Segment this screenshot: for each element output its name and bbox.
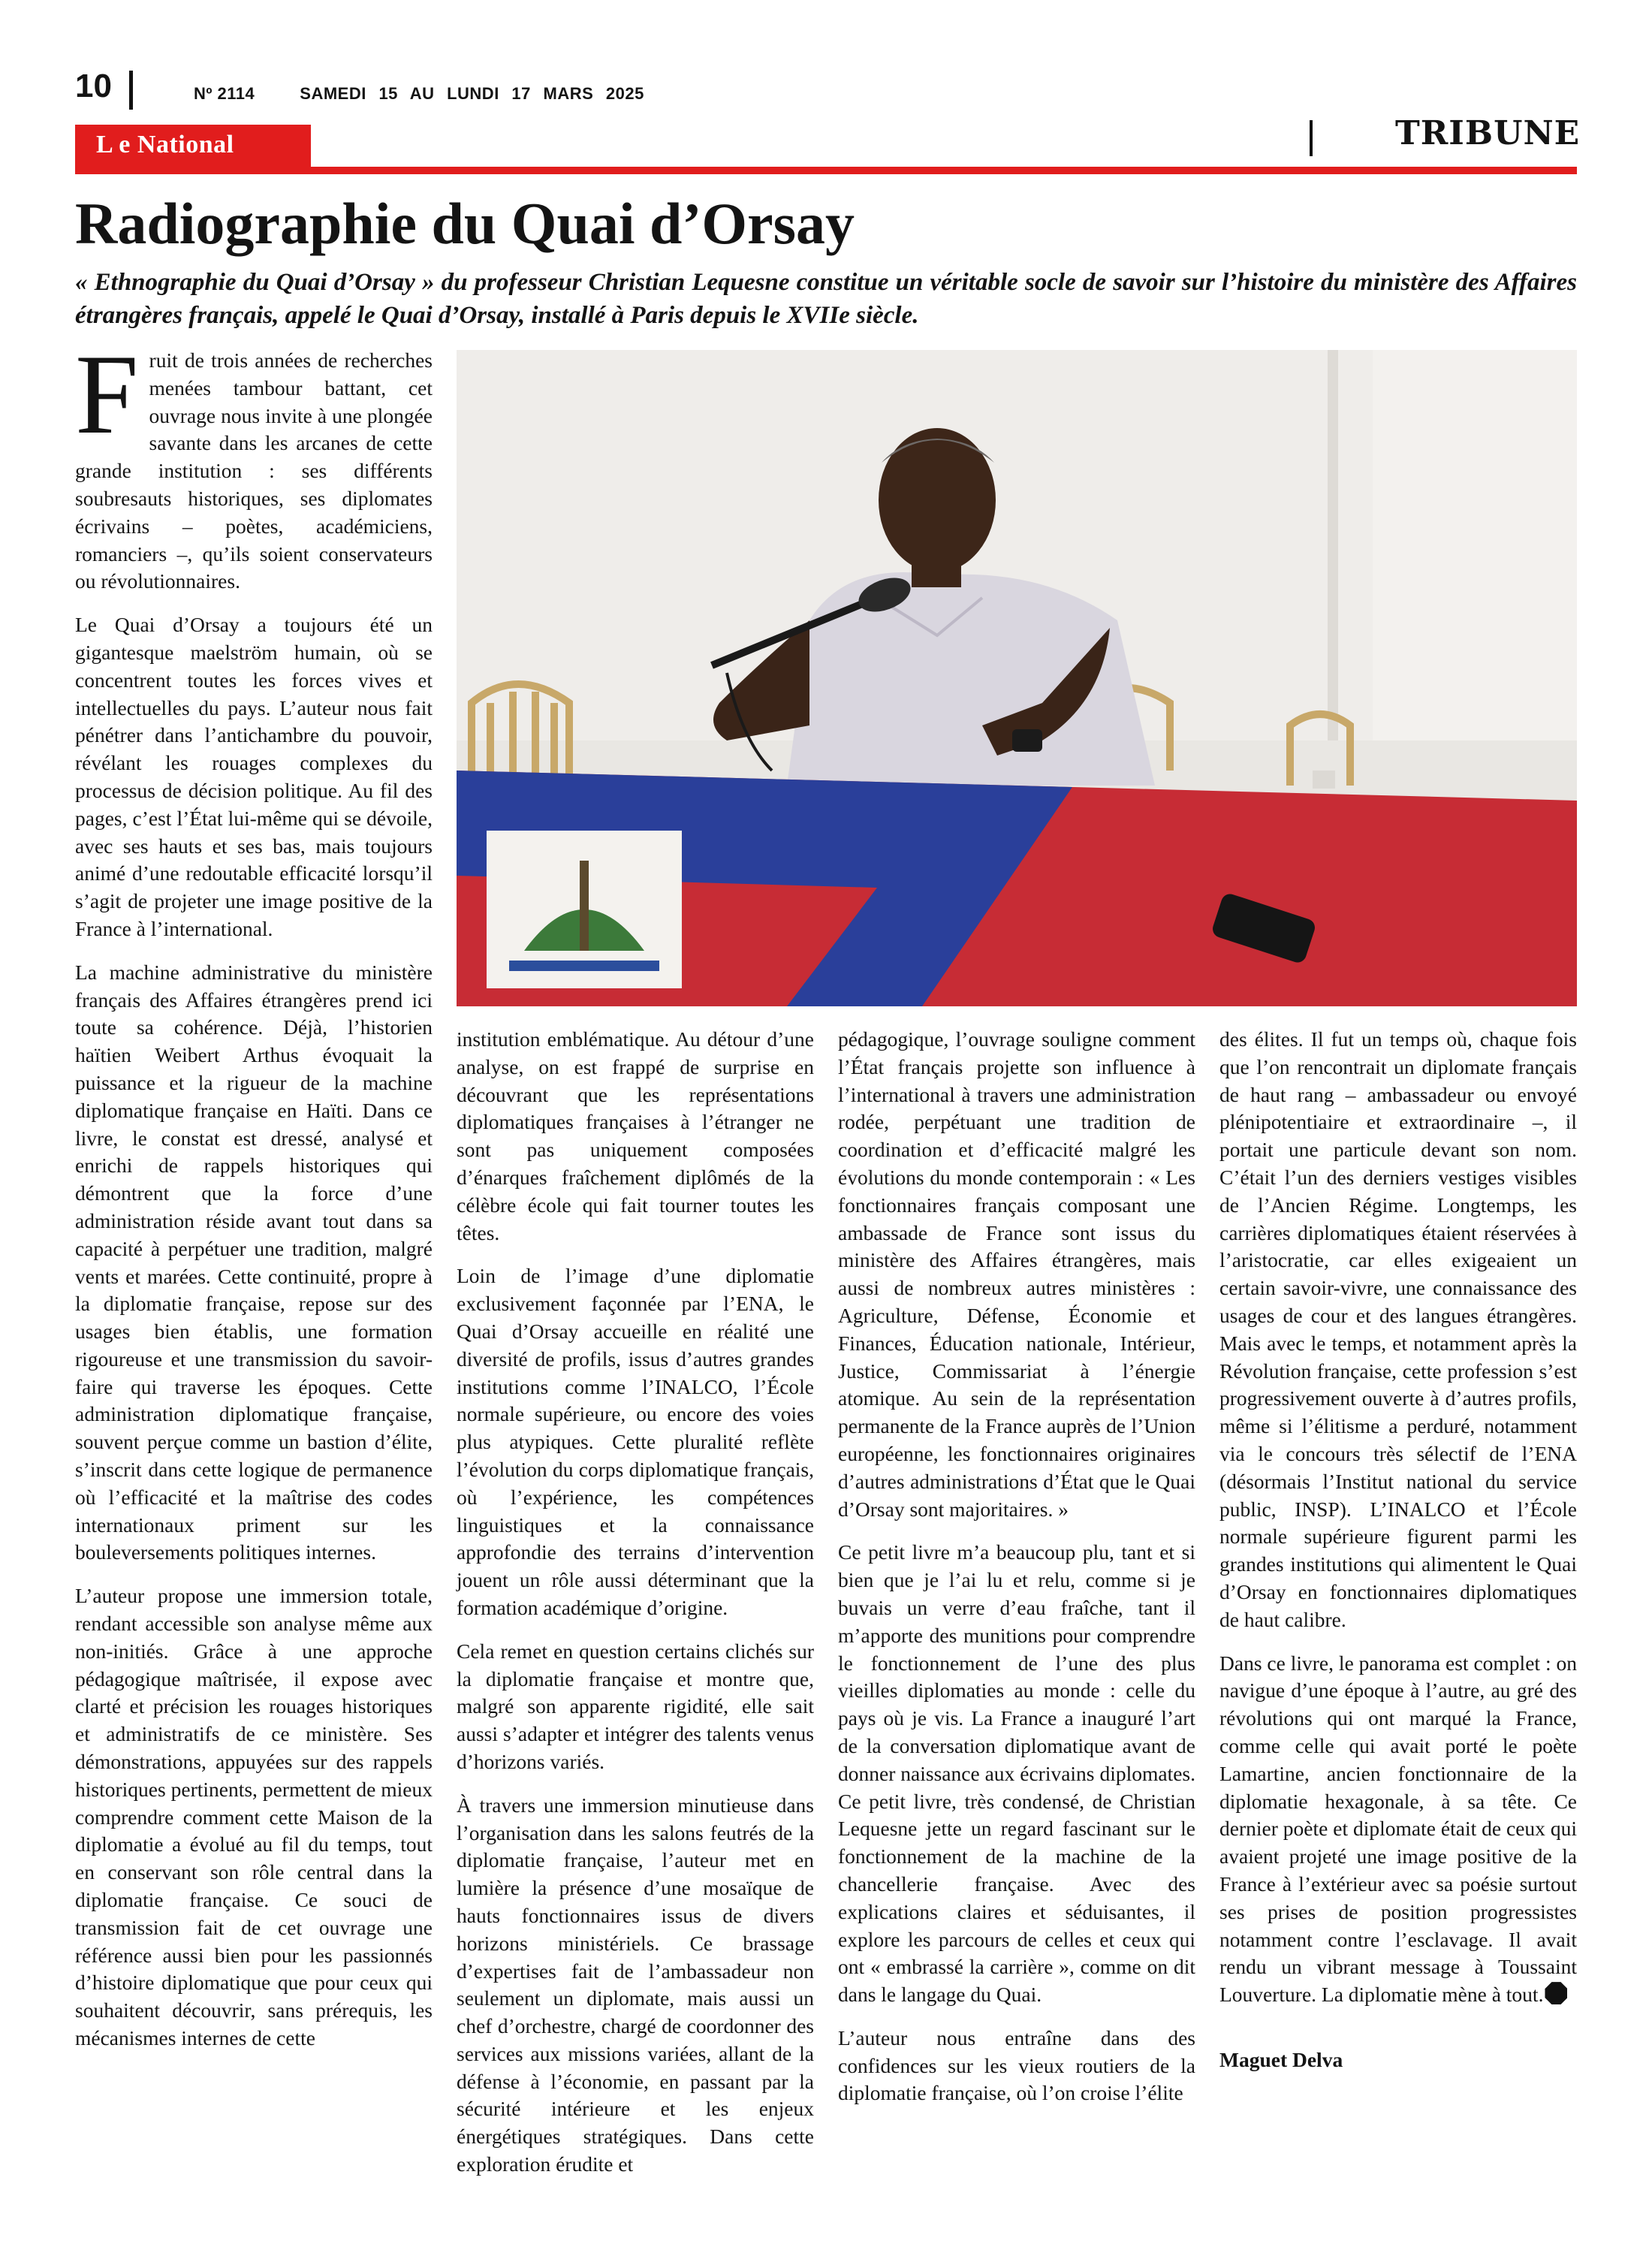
article-paragraph	[75, 331, 433, 596]
article-paragraph	[1219, 1650, 1577, 2009]
article-column-2	[457, 1026, 814, 2194]
article-paragraph: Ce petit livre m’a beaucoup plu, tant et si bien que je l’ai lu et relu, comme si je buvais un verre d’eau fraîche, tant il m’apporte des munitions pour comprendre le fonctionnement de l’une des plus vieilles diplomaties au monde : celle du pays où je vis. La France a inauguré l’art de la conversation diplomatique avant de donner naissance aux écrivains diplomates. Ce petit livre, très condensé, de Christian Lequesne jette un regard fascinant sur le fonctionnement de la machine de la chancellerie française. Avec des explications claires et séduisantes, il explore les parcours de celles et ceux qui ont « embrassé la carrière », comme on dit dans le langage du Quai.	[838, 1540, 1195, 2007]
issue-number: Nº 2114	[194, 84, 255, 103]
issue-date: SAMEDI 15 AU LUNDI 17 MARS 2025	[300, 84, 644, 103]
article-paragraph: Loin de l’image d’une diplomatie exclusivement façonnée par l’ENA, le Quai d’Orsay accueille en réalité une diversité de profils, issus d’autres grandes institutions comme l’INALCO, l’École normale supérieure, ou encore des voies plus atypiques. Cette pluralité reflète l’évolution du corps diplomatique français, où l’expérience, les compétences linguistiques et la connaissance approfondie des terrains d’intervention jouent un rôle aussi déterminant que la formation académique d’origine.	[457, 1264, 814, 1619]
article-paragraph: La machine administrative du ministère français des Affaires étrangères prend ici toute sa cohérence. Déjà, l’historien haïtien Weibert Arthus évoquait la puissance et la rigueur de la machine diplomatique française en Haïti. Dans ce livre, le constat est dressé, analysé et enrichi de rappels historiques qui démontrent que la force d’une administration réside avant tout dans sa capacité à perpétuer une tradition, malgré vents et marées. Cette continuité, propre à la diplomatie française, repose sur des usages bien établis, une formation rigoureuse et une transmission du savoir-faire qui traverse les époques. Cette administration diplomatique française, souvent perçue comme un bastion d’élite, s’inscrit dans cette logique de permanence où l’efficacité et la maîtrise des codes internationaux priment sur les bouleversements politiques internes.	[75, 960, 433, 1564]
article-title: Radiographie du Quai d’Orsay	[75, 191, 855, 256]
paragraph-text: Dans ce livre, le panorama est complet : on navigue d’une époque à l’autre, au gré des révolutions qui ont marqué la France, comme celle qui avait porté le poète Lamartine, ancien fonctionnaire de la diplomatie hexagonale, à sa tête. Ce dernier poète et diplomate était de ceux qui avaient projeté une image positive de la France à l’extérieur avec sa poésie surtout ses prises de position progressistes notamment contre l’esclavage. Il avait rendu un vibrant message à Toussaint Louverture. La diplomatie mène à tout.	[1219, 1651, 1577, 2007]
article-paragraph: À travers une immersion minutieuse dans l’organisation dans les salons feutrés de la diplomatie française, l’auteur met en lumière la présence d’une mosaïque de hauts fonctionnaires issus de divers horizons ministériels. Ce brassage d’expertises fait de l’ambassadeur non seulement un diplomate, mais aussi un chef d’orchestre, chargé de coordonner des services aux missions variées, allant de la défense à l’économie, en passant par la sécurité intérieure et les enjeux énergétiques stratégiques. Dans cette exploration érudite et	[457, 1793, 814, 2176]
article-paragraph: pédagogique, l’ouvrage souligne comment l’État français projette son influence à l’international à travers une administration rodée, perpétuant une tradition de coordination et d’efficacité malgré les évolutions du monde contemporain : « Les fonctionnaires français composant une ambassade de France sont issus du ministère des Affaires étrangères, mais aussi de nombreux autres ministères : Agriculture, Défense, Économie et Finances, Éducation nationale, Intérieur, Justice, Commissariat à l’énergie atomique. Au sein de la représentation permanente de la France auprès de l’Union européenne, les fonctionnaires originaires d’autres administrations d’État que le Quai d’Orsay sont majoritaires. »	[838, 1027, 1195, 1521]
article-paragraph: L’auteur nous entraîne dans des confidences sur les vieux routiers de la diplomatie française, où l’on croise l’élite	[838, 2025, 1195, 2105]
page-number-divider	[129, 71, 133, 110]
header-rule	[75, 167, 1577, 174]
article-photo	[457, 350, 1577, 1006]
article-column-4	[1219, 1026, 1577, 2090]
brand-name: L e National	[96, 131, 234, 158]
article-paragraph: Le Quai d’Orsay a toujours été un gigantesque maelström humain, où se concentrent toutes les forces vives et intellectuelles du pays. L’auteur nous fait pénétrer dans l’antichambre du pouvoir, révélant les rouages complexes du processus de décision politique. Au fil des pages, c’est l’État lui-même qui se dévoile, avec ses hauts et ses bas, mais toujours animé d’une redoutable efficacité lorsqu’il s’agit de projeter une image positive de la France à l’international.	[75, 613, 433, 940]
paragraph-text: ruit de trois années de recherches menées tambour battant, cet ouvrage nous invite à une plongée savante dans les arcanes de cette grande institution : ses différents soubresauts historiques, ses diplomates écrivains – poètes, académiciens, romanciers –, qu’ils soient conservateurs ou révolutionnaires.	[75, 348, 433, 593]
article-standfirst: « Ethnographie du Quai d’Orsay » du professeur Christian Lequesne constitue un véritable socle de savoir sur l’histoire du ministère des Affaires étrangères français, appelé le Quai d’Orsay, installé à Paris depuis le XVIIe siècle.	[75, 269, 1577, 329]
dropcap-letter: F	[75, 331, 139, 457]
article-paragraph: L’auteur propose une immersion totale, rendant accessible son analyse même aux non-initiés. Grâce à une approche pédagogique maîtrisée, il expose avec clarté et précision les rouages historiques et administratifs de ce ministère. Ses démonstrations, appuyées sur des rappels historiques pertinents, permettent de mieux comprendre comment cette Maison de la diplomatie a évolué au fil du temps, tout en conservant son rôle central dans la diplomatie française. Ce souci de transmission fait de cet ouvrage une référence aussi bien pour les passionnés d’histoire diplomatique que pour ceux qui souhaitent découvrir, sans prérequis, les mécanismes internes de cette	[75, 1584, 433, 2050]
article-paragraph: des élites. Il fut un temps où, chaque fois que l’on rencontrait un diplomate français de haut rang – ambassadeur ou envoyé plénipotentiaire et extraordinaire –, il portait une particule devant son nom. C’était l’un des derniers vestiges visibles de l’Ancien Régime. Longtemps, les carrières diplomatiques étaient réservées à l’aristocratie, car elles exigeaient un certain savoir-vivre, une connaissance des usages de cour et des langues étrangères. Mais avec le temps, et notamment après la Révolution française, cette profession s’est progressivement ouverte à d’autres profils, même si l’élitisme a perduré, notamment via le concours très sélectif de l’ENA (désormais l’Institut national du service public, INSP). L’INALCO et l’École normale supérieure figurent parmi les grandes institutions qui alimentent le Quai d’Orsay en fonctionnaires diplomatiques de haut calibre.	[1219, 1027, 1577, 1631]
section-label: TRIBUNE	[1395, 114, 1581, 152]
speaker-photo-illustration	[457, 350, 1577, 1006]
page-number: 10	[75, 68, 112, 104]
article-column-3	[838, 1026, 1195, 2123]
author-byline: Maguet Delva	[1219, 2047, 1343, 2071]
end-mark-icon	[1545, 1982, 1567, 2004]
article-paragraph: institution emblématique. Au détour d’une analyse, on est frappé de surprise en découvrant que les représentations diplomatiques françaises à l’étranger ne sont pas uniquement composées d’énarques fraîchement diplômés de la célèbre école qui fait tourner toutes les têtes.	[457, 1027, 814, 1244]
issue-line	[194, 84, 644, 104]
section-divider	[1310, 120, 1313, 156]
article-column-1	[75, 331, 433, 2068]
article-paragraph: Cela remet en question certains clichés sur la diplomatie française et montre que, malgré son apparente rigidité, elle sait aussi s’adapter et intégrer des talents venus d’horizons variés.	[457, 1639, 814, 1773]
